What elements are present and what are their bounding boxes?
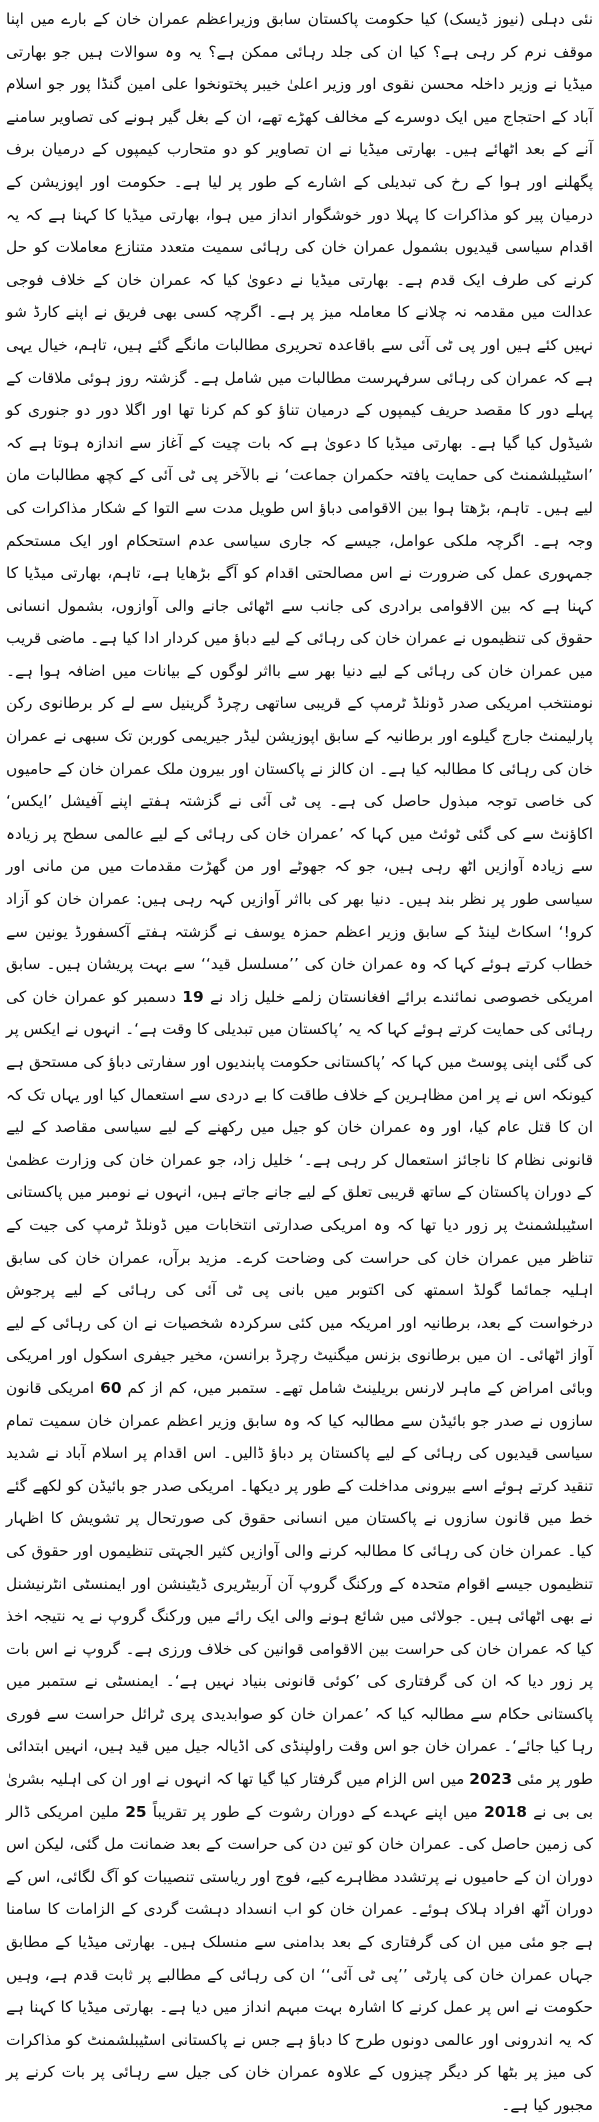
article-text-part-4: میں اس الزام میں گرفتار کیا گیا تھا کہ انہوں نے اور ان کی اہلیہ بشریٰ بی بی نے — [6, 1770, 594, 1821]
number-19: 19 — [182, 987, 204, 1006]
dateline: نئی دہلی (نیوز ڈیسک) — [443, 10, 593, 28]
number-2018: 2018 — [484, 1802, 527, 1821]
article-text-part-1: کیا حکومت پاکستان سابق وزیراعظم عمران خان کے بارے میں اپنا موقف نرم کر رہی ہے؟ کیا ان کی جلد رہائی ممکن ہے؟ یہ وہ سوالات ہیں جو بھارتی میڈیا نے وزیر داخلہ محسن نقوی اور وزیر اعلیٰ خیبر پختونخوا علی امین گنڈا پور جو اسلام آباد کے احتجاج میں ایک دوسرے کے مخالف کھڑے تھے، ان کے بغل گیر ہونے کی تصاویر سامنے آنے کے بعد اٹھائے ہیں۔ بھارتی میڈیا نے ان تصاویر کو دو متحارب کیمپوں کے درمیان برف پگھلنے اور ہوا کے رخ کی تبدیلی کے اشارے کے طور پر لیا ہے۔ حکومت اور اپوزیشن کے درمیان پیر کو مذاکرات کا پہلا دور خوشگوار انداز میں ہوا، بھارتی میڈیا کا کہنا ہے کہ یہ اقدام سیاسی قیدیوں بشمول عمران خان کی رہائی سمیت متعدد متنازع معاملات کو حل کرنے کی طرف ایک قدم ہے۔ بھارتی میڈیا نے دعویٰ کیا کہ عمران خان کے خلاف فوجی عدالت میں مقدمہ نہ چلانے کا معاملہ میز پر ہے۔ اگرچہ کسی بھی فریق نے اپنے کارڈ شو نہیں کئے ہیں اور پی ٹی آئی سے باقاعدہ تحریری مطالبات مانگے گئے ہیں، تاہم، خیال یہی ہے کہ عمران کی رہائی سرفہرست مطالبات میں شامل ہے۔ گزشتہ روز ہوئی ملاقات کے پہلے دور کا مقصد حریف کیمپوں کے درمیان تناؤ کو کم کرنا تھا اور اگلا دور دو جنوری کو شیڈول کیا گیا ہے۔ بھارتی میڈیا کا دعویٰ ہے کہ بات چیت کے آغاز سے اندازہ ہوتا ہے کہ ’اسٹیبلشمنٹ کی حمایت یافتہ حکمران جماعت‘ نے بالآخر پی ٹی آئی کے کچھ مطالبات مان لیے ہیں۔ تاہم، بڑھتا ہوا بین الاقوامی دباؤ اس طویل مدت سے التوا کے شکار مذاکرات کی وجہ ہے۔ اگرچہ ملکی عوامل، جیسے کہ جاری سیاسی عدم استحکام اور ایک مستحکم جمہوری عمل کی ضرورت نے اس مصالحتی اقدام کو آگے بڑھایا ہے، تاہم، بھارتی میڈیا کا کہنا ہے کہ بین الاقوامی برادری کی جانب سے اٹھائی جانے والی آوازوں، بشمول انسانی حقوق کی تنظیموں نے عمران خان کی رہائی کے لیے دباؤ میں کردار ادا کیا ہے۔ ماضی قریب میں عمران خان کی رہائی کے لیے دنیا بھر سے بااثر لوگوں کے بیانات میں اضافہ ہوا ہے۔ نومنتخب امریکی صدر ڈونلڈ ٹرمپ کے قریبی ساتھی رچرڈ گرینیل سے لے کر برطانوی رکن پارلیمنٹ جارج گیلوے اور برطانیہ کے سابق اپوزیشن لیڈر جیریمی کوربن تک سبھی نے عمران خان کی رہائی کا مطالبہ کیا ہے۔ ان کالز نے پاکستان اور بیرون ملک عمران خان کے حامیوں کی خاصی توجہ مبذول حاصل کی ہے۔ پی ٹی آئی نے گزشتہ ہفتے اپنے آفیشل ’ایکس‘ اکاؤنٹ سے کی گئی ٹوئٹ میں کہا کہ ’عمران خان کی رہائی کے لیے عالمی سطح پر زیادہ سے زیادہ آوازیں اٹھ رہی ہیں، جو کہ جھوٹے اور من گھڑت مقدمات میں من مانی اور سیاسی طور پر نظر بند ہیں۔ دنیا بھر کی بااثر آوازیں کہہ رہی ہیں: عمران خان کو آزاد کرو!‘ اسکاٹ لینڈ کے سابق وزیر اعظم حمزہ یوسف نے گزشتہ ہفتے آکسفورڈ یونین سے خطاب کرتے ہوئے کہا کہ وہ عمران خان کی ’’مسلسل قید‘‘ سے بہت پریشان ہیں۔ سابق امریکی خصوصی نمائندے برائے افغانستان زلمے خلیل زاد نے — [6, 10, 593, 1006]
number-60: 60 — [100, 1378, 122, 1397]
number-2023: 2023 — [469, 1770, 513, 1789]
article-body — [6, 3, 593, 2122]
article-text-part-2: دسمبر کو عمران خان کی رہائی کی حمایت کرتے ہوئے کہا کہ یہ ’پاکستان میں تبدیلی کا وقت ہے‘۔ انہوں نے ایکس پر کی گئی اپنی پوسٹ میں کہا کہ ’پاکستانی حکومت پابندیوں اور سفارتی دباؤ کی مستحق ہے کیونکہ اس نے پر امن مظاہرین کے خلاف طاقت کا بے دردی سے استعمال کیا اور یہاں تک کہ ان کا قتل عام کیا، اور وہ عمران خان کو جیل میں رکھنے کے لیے سیاسی مقاصد کے لیے قانونی نظام کا ناجائز استعمال کر رہی ہے۔‘ خلیل زاد، جو عمران خان کی وزارت عظمیٰ کے دوران پاکستان کے ساتھ قریبی تعلق کے لیے جانے جاتے ہیں، انہوں نے نومبر میں پاکستانی اسٹیبلشمنٹ پر زور دیا تھا کہ وہ امریکی صدارتی انتخابات میں ڈونلڈ ٹرمپ کی جیت کے تناظر میں عمران خان کی حراست کی وضاحت کرے۔ مزید برآں، عمران خان کی سابق اہلیہ جمائما گولڈ اسمتھ کی اکتوبر میں بانی پی ٹی آئی کی رہائی کے لیے پرجوش درخواست کے بعد، برطانیہ اور امریکہ میں کئی سرکردہ شخصیات نے ان کی رہائی کے لیے آواز اٹھائی۔ ان میں برطانوی بزنس میگنیٹ رچرڈ برانسن، مخیر جیفری اسکول اور امریکی وبائی امراض کے ماہر لارنس بریلینٹ شامل تھے۔ ستمبر میں، کم از کم — [6, 987, 593, 1397]
number-25: 25 — [125, 1802, 147, 1821]
article-text-part-6: ملین امریکی ڈالر کی زمین حاصل کی۔ عمران خان کو تین دن کی حراست کے بعد ضمانت مل گئی، لیکن اس دوران ان کے حامیوں نے پرتشدد مظاہرے کیے، فوج اور ریاستی تنصیبات کو آگ لگائی، اس کے دوران آٹھ افراد ہلاک ہوئے۔ عمران خان کو اب انسداد دہشت گردی کے الزامات کا سامنا ہے جو مئی میں ان کی گرفتاری کے بعد بدامنی سے منسلک ہیں۔ بھارتی میڈیا کے مطابق جہاں عمران خان کی پارٹی ’’پی ٹی آئی‘‘ ان کی رہائی کے مطالبے پر ثابت قدم ہے، وہیں حکومت نے اس پر عمل کرنے کا اشارہ بہت مبہم انداز میں دیا ہے۔ بھارتی میڈیا کا کہنا ہے کہ یہ اندرونی اور عالمی دونوں طرح کا دباؤ ہے جس نے پاکستانی اسٹیبلشمنٹ کو مذاکرات کی میز پر بٹھا کر دیگر چیزوں کے علاوہ عمران خان کی جیل سے رہائی پر بات کرنے پر مجبور کیا ہے۔ — [6, 1802, 593, 2114]
article-text-part-3: امریکی قانون سازوں نے صدر جو بائیڈن سے مطالبہ کیا کہ وہ سابق وزیر اعظم عمران خان سمیت تمام سیاسی قیدیوں کی رہائی کے لیے پاکستان پر دباؤ ڈالیں۔ اس اقدام پر اسلام آباد نے شدید تنقید کرتے ہوئے اسے بیرونی مداخلت کے طور پر دیکھا۔ امریکی صدر جو بائیڈن کو لکھے گئے خط میں قانون سازوں نے پاکستان میں انسانی حقوق کی صورتحال پر تشویش کا اظہار کیا۔ عمران خان کی رہائی کا مطالبہ کرنے والی آوازیں کثیر الجہتی تنظیموں اور حقوق کی تنظیموں جیسے اقوام متحدہ کے ورکنگ گروپ آن آربیٹریری ڈیٹینشن اور ایمنسٹی انٹرنیشنل نے بھی اٹھائی ہیں۔ جولائی میں شائع ہونے والی ایک رائے میں ورکنگ گروپ نے یہ نتیجہ اخذ کیا کہ عمران خان کی حراست بین الاقوامی قوانین کی خلاف ورزی ہے۔ گروپ نے اس بات پر زور دیا کہ ان کی گرفتاری کی ’کوئی قانونی بنیاد نہیں ہے‘۔ ایمنسٹی نے ستمبر میں پاکستانی حکام سے مطالبہ کیا کہ ’عمران خان کو صوابدیدی پری ٹرائل حراست سے فوری رہا کیا جائے‘۔ عمران خان جو اس وقت راولپنڈی کی اڈیالہ جیل میں قید ہیں، انہیں ابتدائی طور پر مئی — [6, 1378, 593, 1789]
article-text-part-5: میں اپنے عہدے کے دوران رشوت کے طور پر تقریباً — [146, 1802, 485, 1821]
